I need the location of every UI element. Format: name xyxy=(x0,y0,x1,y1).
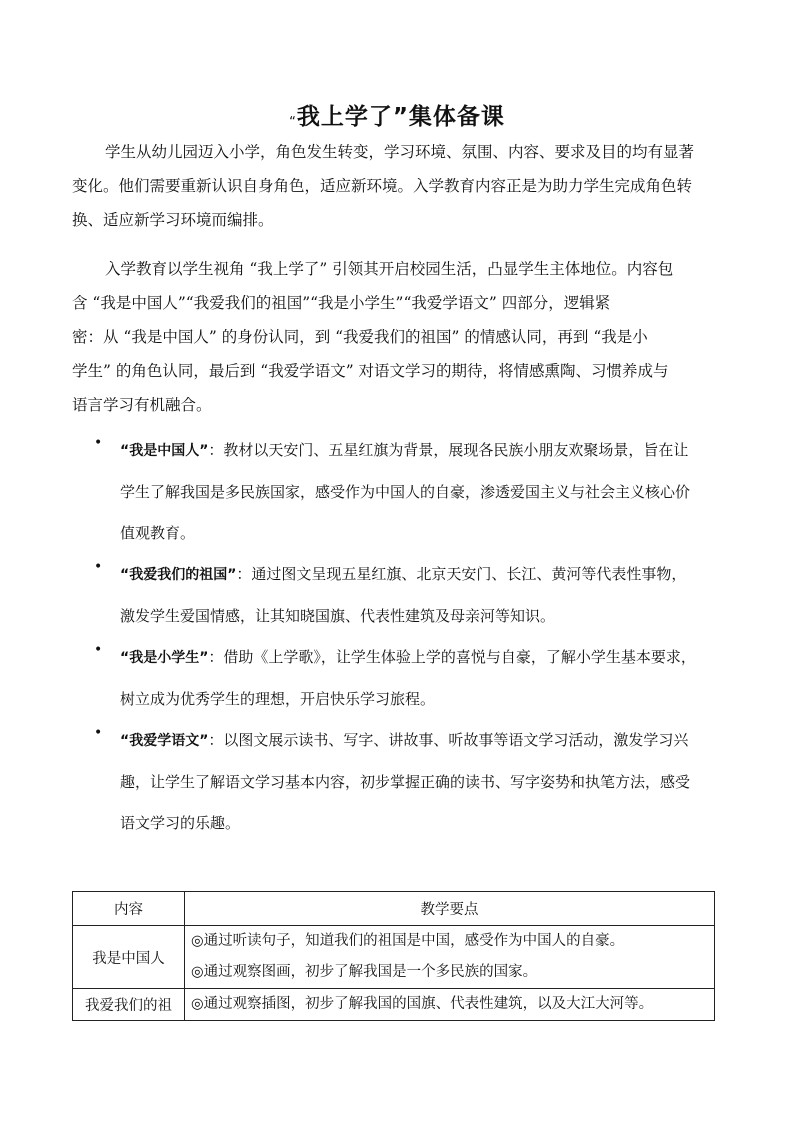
paragraph-line: 学生” 的角色认同，最后到 “我爱学语文” 对语文学习的期待，将情感熏陶、习惯养成与 xyxy=(72,362,669,380)
paragraph-line: 密：从 “我是中国人” 的身份认同，到 “我爱我们的祖国” 的情感认同，再到 “我是小 xyxy=(72,328,648,346)
row-points-cell xyxy=(185,926,715,989)
bullet-text: ：以图文展示读书、写字、讲故事、听故事等语文学习活动，激发学习兴 xyxy=(208,731,689,749)
bullet-text: ：借助《上学歌》，让学生体验上学的喜悦与自豪，了解小学生基本要求， xyxy=(208,648,696,666)
bullet-line: 趣，让学生了解语文学习基本内容，初步掌握正确的读书、写字姿势和执笔方法，感受 xyxy=(120,773,691,791)
paragraph-line: 变化。他们需要重新认识自身角色，适应新环境。入学教育内容正是为助力学生完成角色转 xyxy=(72,177,693,195)
header-teaching-points: 教学要点 xyxy=(185,892,715,926)
bullet-line: 激发学生爱国情感，让其知晓国旗、代表性建筑及母亲河等知识。 xyxy=(120,607,556,625)
bullet-line xyxy=(120,554,732,596)
bullet-line: 语文学习的乐趣。 xyxy=(120,814,241,832)
intro-paragraph xyxy=(72,135,722,237)
bullet-dot-icon: • xyxy=(94,559,103,575)
title-open-quote: “ xyxy=(289,115,297,130)
bullet-line: 学生了解我国是多民族国家，感受作为中国人的自豪，渗透爱国主义与社会主义核心价 xyxy=(120,483,691,501)
bullet-label: “我爱学语文” xyxy=(120,733,209,749)
header-content: 内容 xyxy=(73,892,185,926)
section-bullet-list xyxy=(72,430,732,844)
bullet-item-motherland xyxy=(72,554,732,637)
teaching-point: ◎通过观察图画，初步了解我国是一个多民族的国家。 xyxy=(191,964,538,980)
row-content-cell: 我爱我们的祖 xyxy=(73,989,185,1021)
bullet-dot-icon: • xyxy=(94,642,103,658)
teaching-points-table xyxy=(72,891,715,1021)
table-row xyxy=(73,989,715,1021)
bullet-line xyxy=(120,720,732,762)
bullet-line xyxy=(120,637,732,679)
page-title xyxy=(0,98,794,131)
bullet-label: “我是小学生” xyxy=(120,650,209,666)
row-content-cell: 我是中国人 xyxy=(73,926,185,989)
paragraph-line: 含 “我是中国人”“我爱我们的祖国”“我是小学生”“我爱学语文” 四部分，逻辑紧 xyxy=(72,294,611,312)
bullet-label: “我爱我们的祖国” xyxy=(120,567,237,583)
paragraph-line: 语言学习有机融合。 xyxy=(72,396,212,414)
paragraph-line: 入学教育以学生视角 “我上学了” 引领其开启校园生活，凸显学生主体地位。内容包 xyxy=(105,260,674,278)
title-text: 我上学了”集体备课 xyxy=(296,104,505,130)
teaching-point: ◎通过观察插图，初步了解我国的国旗、代表性建筑，以及大江大河等。 xyxy=(191,996,654,1012)
paragraph-line: 换、适应新学习环境而编排。 xyxy=(72,211,274,229)
bullet-text: ：通过图文呈现五星红旗、北京天安门、长江、黄河等代表性事物， xyxy=(236,565,687,583)
bullet-line: 值观教育。 xyxy=(120,524,196,542)
bullet-text: ：教材以天安门、五星红旗为背景，展现各民族小朋友欢聚场景，旨在让 xyxy=(208,441,689,459)
paragraph-line: 学生从幼儿园迈入小学，角色发生转变，学习环境、氛围、内容、要求及目的均有显著 xyxy=(105,143,695,161)
bullet-line: 树立成为优秀学生的理想，开启快乐学习旅程。 xyxy=(120,690,436,708)
row-points-cell xyxy=(185,989,715,1021)
teaching-point: ◎通过听读句子，知道我们的祖国是中国，感受作为中国人的自豪。 xyxy=(191,933,625,949)
table-header-row xyxy=(73,892,715,926)
table-row xyxy=(73,926,715,989)
structure-paragraph xyxy=(72,252,722,422)
bullet-line xyxy=(120,430,732,472)
bullet-label: “我是中国人” xyxy=(120,443,209,459)
bullet-item-chinese xyxy=(72,430,732,554)
bullet-dot-icon: • xyxy=(94,435,103,451)
bullet-item-pupil xyxy=(72,637,732,720)
bullet-dot-icon: • xyxy=(94,725,103,741)
bullet-item-chinese-language xyxy=(72,720,732,844)
